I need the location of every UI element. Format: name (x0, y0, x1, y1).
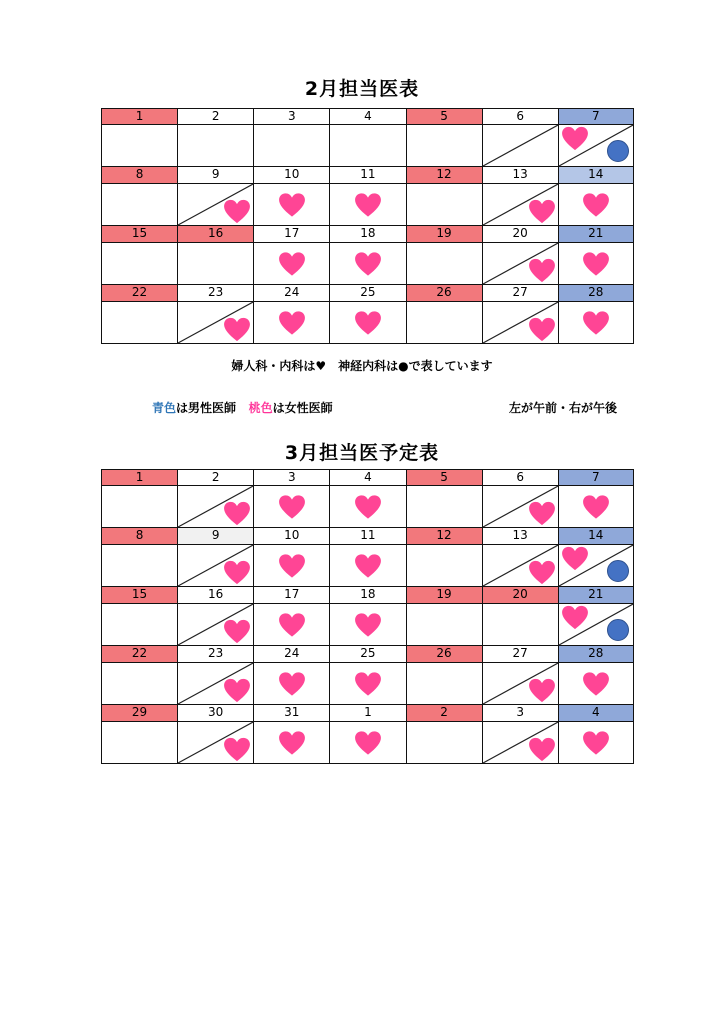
schedule-row (101, 184, 634, 226)
schedule-cell (482, 243, 558, 285)
heart-icon (528, 560, 556, 585)
heart-icon (561, 546, 589, 571)
date-cell: 18 (329, 226, 405, 243)
schedule-row (101, 486, 634, 528)
legend-am-pm: 左が午前・右が午後 (509, 401, 618, 415)
date-row (101, 528, 634, 545)
date-cell: 12 (406, 167, 482, 184)
heart-icon (528, 199, 556, 224)
heart-icon (528, 737, 556, 762)
schedule-cell (482, 486, 558, 528)
date-cell: 8 (101, 528, 177, 545)
mar-calendar (101, 469, 634, 764)
date-cell: 6 (482, 108, 558, 125)
heart-icon (354, 671, 382, 696)
heart-icon (528, 678, 556, 703)
schedule-cell (482, 663, 558, 705)
schedule-cell (253, 663, 329, 705)
schedule-cell (253, 243, 329, 285)
schedule-cell (406, 604, 482, 646)
date-cell: 3 (253, 108, 329, 125)
date-cell: 4 (558, 705, 634, 722)
heart-icon (561, 605, 589, 630)
date-cell: 30 (177, 705, 253, 722)
schedule-cell (329, 545, 405, 587)
heart-icon (278, 612, 306, 637)
heart-icon (582, 310, 610, 335)
heart-icon (582, 251, 610, 276)
date-cell: 1 (101, 469, 177, 486)
date-cell: 25 (329, 646, 405, 663)
schedule-cell (101, 663, 177, 705)
schedule-cell (253, 604, 329, 646)
male-doctor-dot-icon (607, 140, 629, 162)
date-cell: 2 (177, 108, 253, 125)
date-cell: 1 (329, 705, 405, 722)
heart-icon (223, 560, 251, 585)
date-cell: 22 (101, 646, 177, 663)
schedule-cell (177, 184, 253, 226)
schedule-cell (406, 486, 482, 528)
date-cell: 17 (253, 226, 329, 243)
schedule-cell (101, 184, 177, 226)
schedule-cell (406, 545, 482, 587)
date-row (101, 646, 634, 663)
date-cell: 14 (558, 167, 634, 184)
schedule-cell (253, 486, 329, 528)
date-cell: 2 (177, 469, 253, 486)
schedule-cell (558, 545, 634, 587)
schedule-cell (253, 722, 329, 764)
date-cell: 3 (482, 705, 558, 722)
date-cell: 20 (482, 587, 558, 604)
date-cell: 9 (177, 167, 253, 184)
date-cell: 27 (482, 285, 558, 302)
date-cell: 24 (253, 285, 329, 302)
schedule-cell (406, 125, 482, 167)
date-cell: 28 (558, 646, 634, 663)
heart-icon (354, 730, 382, 755)
heart-icon (582, 730, 610, 755)
legend-gender (152, 399, 333, 416)
schedule-cell (406, 722, 482, 764)
legend-symbols: 婦人科・内科は♥ 神経内科は●で表しています (231, 359, 493, 373)
date-cell: 6 (482, 469, 558, 486)
heart-icon (354, 192, 382, 217)
date-row (101, 705, 634, 722)
date-cell: 23 (177, 646, 253, 663)
heart-icon (223, 619, 251, 644)
date-cell: 23 (177, 285, 253, 302)
date-cell: 19 (406, 226, 482, 243)
schedule-cell (177, 243, 253, 285)
date-cell: 22 (101, 285, 177, 302)
schedule-row (101, 722, 634, 764)
schedule-cell (482, 302, 558, 344)
schedule-row (101, 663, 634, 705)
date-cell: 21 (558, 226, 634, 243)
heart-icon (223, 678, 251, 703)
date-row (101, 285, 634, 302)
date-cell: 10 (253, 167, 329, 184)
heart-icon (582, 494, 610, 519)
schedule-cell (329, 184, 405, 226)
date-cell: 25 (329, 285, 405, 302)
date-row (101, 469, 634, 486)
date-cell: 15 (101, 587, 177, 604)
heart-icon (278, 494, 306, 519)
schedule-cell (253, 184, 329, 226)
schedule-cell (329, 486, 405, 528)
schedule-cell (406, 243, 482, 285)
date-row (101, 108, 634, 125)
heart-icon (528, 258, 556, 283)
date-row (101, 226, 634, 243)
legend-blue-word: 青色 (152, 401, 177, 415)
heart-icon (582, 192, 610, 217)
heart-icon (223, 317, 251, 342)
am-pm-divider (483, 125, 558, 166)
male-doctor-dot-icon (607, 560, 629, 582)
feb-title: 2月担当医表 (304, 78, 420, 100)
date-cell: 26 (406, 285, 482, 302)
date-cell: 17 (253, 587, 329, 604)
date-cell: 24 (253, 646, 329, 663)
date-cell: 11 (329, 167, 405, 184)
date-cell: 9 (177, 528, 253, 545)
schedule-cell (558, 184, 634, 226)
schedule-cell (406, 663, 482, 705)
date-cell: 18 (329, 587, 405, 604)
heart-icon (354, 251, 382, 276)
schedule-cell (558, 486, 634, 528)
schedule-cell (482, 545, 558, 587)
date-cell: 1 (101, 108, 177, 125)
date-row (101, 167, 634, 184)
schedule-row (101, 243, 634, 285)
schedule-cell (558, 125, 634, 167)
date-cell: 20 (482, 226, 558, 243)
heart-icon (561, 126, 589, 151)
schedule-row (101, 125, 634, 167)
schedule-cell (329, 663, 405, 705)
schedule-cell (406, 184, 482, 226)
schedule-cell (177, 722, 253, 764)
date-cell: 19 (406, 587, 482, 604)
schedule-cell (482, 604, 558, 646)
date-cell: 7 (558, 108, 634, 125)
date-cell: 13 (482, 167, 558, 184)
schedule-cell (177, 604, 253, 646)
date-cell: 2 (406, 705, 482, 722)
schedule-cell (177, 302, 253, 344)
heart-icon (278, 671, 306, 696)
male-doctor-dot-icon (607, 619, 629, 641)
heart-icon (582, 671, 610, 696)
mar-title: 3月担当医予定表 (284, 442, 440, 464)
feb-calendar (101, 108, 634, 344)
schedule-cell (329, 243, 405, 285)
date-cell: 5 (406, 469, 482, 486)
heart-icon (528, 317, 556, 342)
schedule-cell (482, 184, 558, 226)
date-cell: 31 (253, 705, 329, 722)
date-cell: 4 (329, 469, 405, 486)
date-cell: 28 (558, 285, 634, 302)
schedule-cell (177, 125, 253, 167)
date-cell: 26 (406, 646, 482, 663)
heart-icon (278, 251, 306, 276)
date-cell: 10 (253, 528, 329, 545)
heart-icon (354, 494, 382, 519)
schedule-cell (329, 604, 405, 646)
schedule-cell (329, 722, 405, 764)
schedule-cell (101, 486, 177, 528)
heart-icon (223, 199, 251, 224)
date-cell: 12 (406, 528, 482, 545)
schedule-cell (177, 545, 253, 587)
schedule-cell (482, 125, 558, 167)
heart-icon (354, 612, 382, 637)
schedule-row (101, 302, 634, 344)
date-cell: 16 (177, 226, 253, 243)
legend-pink-word: 桃色 (248, 401, 273, 415)
heart-icon (223, 737, 251, 762)
date-cell: 8 (101, 167, 177, 184)
date-row (101, 587, 634, 604)
legend-blue-rest: は男性医師 (176, 401, 237, 415)
date-cell: 27 (482, 646, 558, 663)
heart-icon (278, 192, 306, 217)
schedule-cell (558, 722, 634, 764)
schedule-cell (558, 663, 634, 705)
schedule-cell (101, 545, 177, 587)
schedule-cell (101, 722, 177, 764)
heart-icon (528, 501, 556, 526)
heart-icon (278, 310, 306, 335)
schedule-cell (177, 663, 253, 705)
schedule-cell (482, 722, 558, 764)
heart-icon (354, 310, 382, 335)
schedule-cell (558, 243, 634, 285)
schedule-cell (177, 486, 253, 528)
date-cell: 16 (177, 587, 253, 604)
date-cell: 15 (101, 226, 177, 243)
date-cell: 4 (329, 108, 405, 125)
schedule-cell (558, 604, 634, 646)
date-cell: 5 (406, 108, 482, 125)
legend-pink-rest: は女性医師 (272, 401, 333, 415)
schedule-cell (329, 125, 405, 167)
heart-icon (354, 553, 382, 578)
heart-icon (223, 501, 251, 526)
date-cell: 21 (558, 587, 634, 604)
date-cell: 13 (482, 528, 558, 545)
heart-icon (278, 730, 306, 755)
schedule-cell (101, 243, 177, 285)
schedule-row (101, 604, 634, 646)
schedule-cell (101, 125, 177, 167)
schedule-cell (253, 545, 329, 587)
schedule-cell (558, 302, 634, 344)
schedule-cell (101, 302, 177, 344)
schedule-cell (101, 604, 177, 646)
schedule-row (101, 545, 634, 587)
date-cell: 11 (329, 528, 405, 545)
date-cell: 7 (558, 469, 634, 486)
date-cell: 29 (101, 705, 177, 722)
schedule-cell (406, 302, 482, 344)
heart-icon (278, 553, 306, 578)
schedule-cell (329, 302, 405, 344)
date-cell: 3 (253, 469, 329, 486)
schedule-cell (253, 125, 329, 167)
date-cell: 14 (558, 528, 634, 545)
schedule-cell (253, 302, 329, 344)
